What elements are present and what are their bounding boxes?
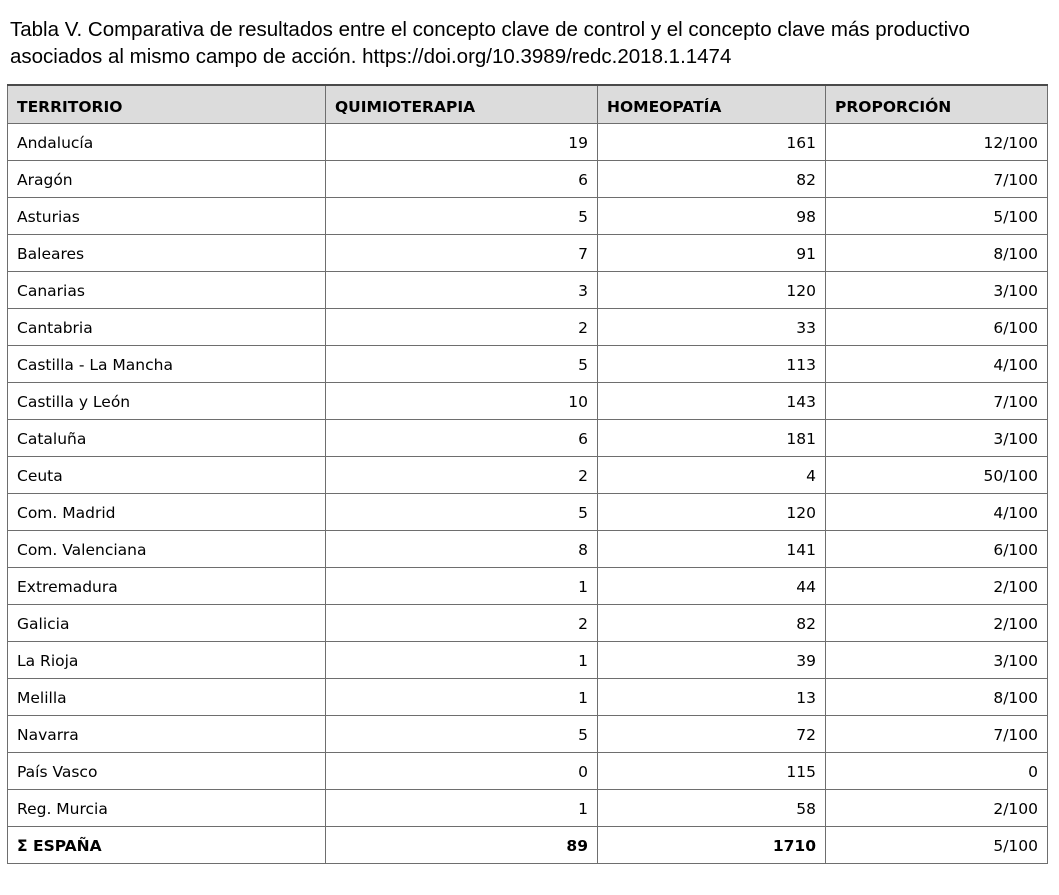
quimioterapia-cell: 1	[326, 641, 598, 678]
homeopatia-cell: 120	[598, 271, 826, 308]
quimioterapia-cell: 1	[326, 678, 598, 715]
quimioterapia-cell: 5	[326, 345, 598, 382]
header-homeopatia: HOMEOPATÍA	[598, 85, 826, 123]
homeopatia-cell: 115	[598, 752, 826, 789]
quimioterapia-cell: 8	[326, 530, 598, 567]
results-table	[7, 84, 1048, 864]
homeopatia-cell: 72	[598, 715, 826, 752]
homeopatia-cell: 39	[598, 641, 826, 678]
table-row	[8, 752, 1048, 789]
territorio-cell: Σ ESPAÑA	[8, 826, 326, 863]
homeopatia-cell: 98	[598, 197, 826, 234]
caption-line-2: asociados al mismo campo de acción. https://doi.org/10.3989/redc.2018.1.1474	[10, 45, 732, 68]
quimioterapia-cell: 2	[326, 456, 598, 493]
table-row	[8, 419, 1048, 456]
territorio-cell: Extremadura	[8, 567, 326, 604]
quimioterapia-cell: 2	[326, 308, 598, 345]
quimioterapia-cell: 6	[326, 419, 598, 456]
header-row	[8, 85, 1048, 123]
homeopatia-cell: 141	[598, 530, 826, 567]
proporcion-cell: 50/100	[826, 456, 1048, 493]
quimioterapia-cell: 1	[326, 789, 598, 826]
homeopatia-cell: 4	[598, 456, 826, 493]
header-territorio: TERRITORIO	[8, 85, 326, 123]
table-row	[8, 382, 1048, 419]
proporcion-cell: 5/100	[826, 197, 1048, 234]
territorio-cell: Cataluña	[8, 419, 326, 456]
homeopatia-cell: 161	[598, 123, 826, 160]
proporcion-cell: 2/100	[826, 604, 1048, 641]
territorio-cell: Cantabria	[8, 308, 326, 345]
territorio-cell: Asturias	[8, 197, 326, 234]
proporcion-cell: 7/100	[826, 160, 1048, 197]
quimioterapia-cell: 0	[326, 752, 598, 789]
quimioterapia-cell: 5	[326, 715, 598, 752]
homeopatia-cell: 33	[598, 308, 826, 345]
territorio-cell: La Rioja	[8, 641, 326, 678]
table-row	[8, 271, 1048, 308]
quimioterapia-cell: 3	[326, 271, 598, 308]
proporcion-cell: 7/100	[826, 382, 1048, 419]
homeopatia-cell: 91	[598, 234, 826, 271]
header-proporcion: PROPORCIÓN	[826, 85, 1048, 123]
table-body	[8, 123, 1048, 863]
proporcion-cell: 4/100	[826, 493, 1048, 530]
proporcion-cell: 6/100	[826, 308, 1048, 345]
quimioterapia-cell: 1	[326, 567, 598, 604]
table-row	[8, 456, 1048, 493]
quimioterapia-cell: 5	[326, 493, 598, 530]
proporcion-cell: 2/100	[826, 789, 1048, 826]
homeopatia-cell: 113	[598, 345, 826, 382]
territorio-cell: Aragón	[8, 160, 326, 197]
territorio-cell: Ceuta	[8, 456, 326, 493]
territorio-cell: Reg. Murcia	[8, 789, 326, 826]
territorio-cell: Com. Madrid	[8, 493, 326, 530]
homeopatia-cell: 120	[598, 493, 826, 530]
proporcion-cell: 0	[826, 752, 1048, 789]
quimioterapia-cell: 6	[326, 160, 598, 197]
territorio-cell: Canarias	[8, 271, 326, 308]
territorio-cell: Melilla	[8, 678, 326, 715]
homeopatia-cell: 143	[598, 382, 826, 419]
homeopatia-cell: 181	[598, 419, 826, 456]
table-row	[8, 234, 1048, 271]
table-row	[8, 789, 1048, 826]
territorio-cell: Com. Valenciana	[8, 530, 326, 567]
proporcion-cell: 2/100	[826, 567, 1048, 604]
header-quimioterapia: QUIMIOTERAPIA	[326, 85, 598, 123]
table-row	[8, 641, 1048, 678]
territorio-cell: Navarra	[8, 715, 326, 752]
territorio-cell: Castilla y León	[8, 382, 326, 419]
quimioterapia-cell: 10	[326, 382, 598, 419]
table-row	[8, 197, 1048, 234]
proporcion-cell: 5/100	[826, 826, 1048, 863]
proporcion-cell: 7/100	[826, 715, 1048, 752]
table-row	[8, 160, 1048, 197]
quimioterapia-cell: 2	[326, 604, 598, 641]
proporcion-cell: 4/100	[826, 345, 1048, 382]
territorio-cell: Baleares	[8, 234, 326, 271]
table-row	[8, 604, 1048, 641]
homeopatia-cell: 58	[598, 789, 826, 826]
proporcion-cell: 6/100	[826, 530, 1048, 567]
homeopatia-cell: 44	[598, 567, 826, 604]
homeopatia-cell: 13	[598, 678, 826, 715]
table-caption	[10, 16, 1055, 70]
table-row	[8, 493, 1048, 530]
proporcion-cell: 12/100	[826, 123, 1048, 160]
proporcion-cell: 3/100	[826, 419, 1048, 456]
quimioterapia-cell: 19	[326, 123, 598, 160]
table-row	[8, 345, 1048, 382]
table-row	[8, 530, 1048, 567]
table-row	[8, 123, 1048, 160]
proporcion-cell: 8/100	[826, 678, 1048, 715]
homeopatia-cell: 1710	[598, 826, 826, 863]
table-row	[8, 567, 1048, 604]
homeopatia-cell: 82	[598, 604, 826, 641]
territorio-cell: Galicia	[8, 604, 326, 641]
territorio-cell: Andalucía	[8, 123, 326, 160]
table-row	[8, 715, 1048, 752]
table-row	[8, 678, 1048, 715]
territorio-cell: Castilla - La Mancha	[8, 345, 326, 382]
quimioterapia-cell: 7	[326, 234, 598, 271]
quimioterapia-cell: 89	[326, 826, 598, 863]
caption-line-1: Tabla V. Comparativa de resultados entre el concepto clave de control y el concepto clave más productivo	[10, 18, 970, 41]
proporcion-cell: 8/100	[826, 234, 1048, 271]
table-row	[8, 308, 1048, 345]
territorio-cell: País Vasco	[8, 752, 326, 789]
proporcion-cell: 3/100	[826, 641, 1048, 678]
quimioterapia-cell: 5	[326, 197, 598, 234]
proporcion-cell: 3/100	[826, 271, 1048, 308]
homeopatia-cell: 82	[598, 160, 826, 197]
total-row	[8, 826, 1048, 863]
